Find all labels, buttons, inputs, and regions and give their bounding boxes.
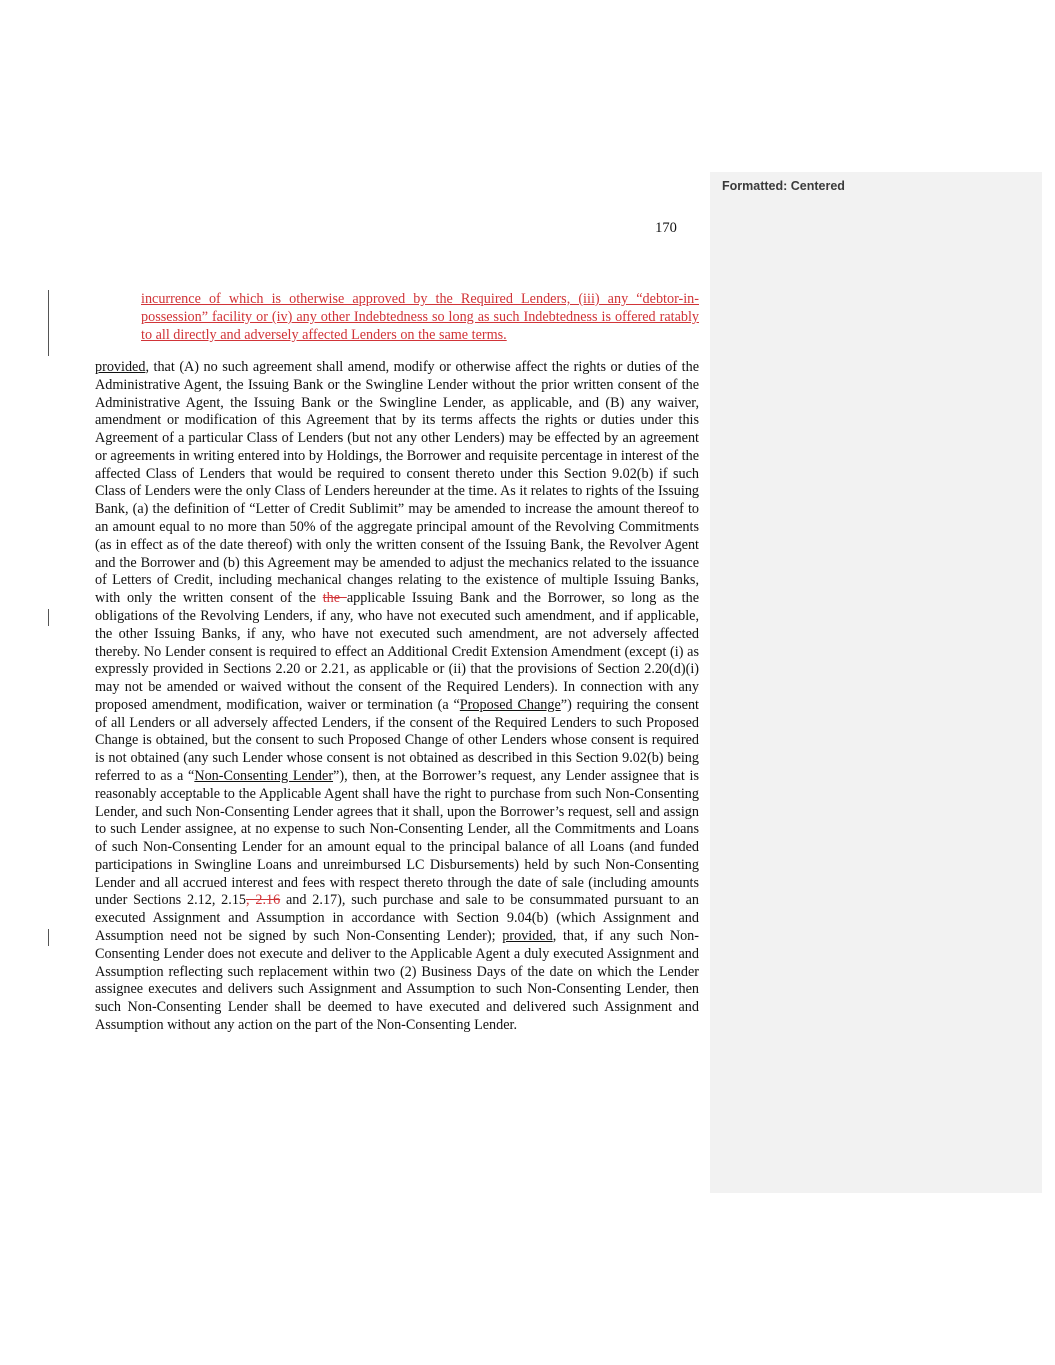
page-number: 170 <box>655 220 677 236</box>
body-text-run: , that, if any such Non-Consenting Lender does not execute and deliver to the Applicable Agent a duly executed Assignment and Assumption reflecting such replacement within two (2) Business Days of the date on which the Lender assignee executes and delivers such Assignment and Assumption to such Non-Consenting Lender, then such Non-Consenting Lender shall be deemed to have executed and delivered such Assignment and Assumption without any action on the part of the Non-Consenting Lender. <box>95 928 700 1033</box>
inserted-clause: incurrence of which is otherwise approved by the Required Lenders, (iii) any “debtor-in-possession” facility or (iv) any other Indebtedness so long as such Indebtedness is offered ratably to all directly and adversely affected Lenders on the same terms. <box>141 291 699 343</box>
change-bar <box>48 290 49 356</box>
body-text-run: applicable Issuing Bank and the Borrower, so long as the obligations of the Revolving Lenders, if any, who have not executed such amendment, and if applicable, the other Issuing Banks, if any, who have not executed such amendment, are not adversely affected thereby. No Lender consent is required to effect an Additional Credit Extension Amendment (except (i) as expressly provided in Sections 2.20 or 2.21, as applicable or (ii) that the provisions of Section 2.20(d)(i) may not be amended or waived without the consent of the Required Lenders). In connection with any proposed amendment, modification, waiver or termination (a “ <box>95 590 699 713</box>
body-text-run: and 2.17), such purchase and sale to be consummated pursuant to an executed Assignment and Assumption in accordance with Section 9.04(b) (which Assignment and Assumption need not be signed by such Non-Consenting Lender); <box>95 892 699 944</box>
provided-term: provided <box>502 928 553 944</box>
defined-term-non-consenting-lender: Non-Consenting Lender <box>194 767 334 784</box>
deleted-text: the <box>322 590 347 607</box>
comment-balloon-formatting[interactable]: Formatted: Centered <box>722 179 845 193</box>
deleted-text: , 2.16 <box>246 892 281 909</box>
defined-term-proposed-change: Proposed Change <box>459 696 561 713</box>
body-text-run: ”), then, at the Borrower’s request, any Lender assignee that is reasonably acceptable to the Applicable Agent shall have the right to purchase from such Non-Consenting Lender, and such Non-Consenting Lender agrees that it shall, upon the Borrower’s request, sell and assign to such Lender assignee, at no expense to such Non-Consenting Lender, all the Commitments and Loans of such Non-Consenting Lender for an amount equal to the principal balance of all Loans (and funded participations in Swingline Loans and unreimbursed LC Disbursements) held by such Non-Consenting Lender and all accrued interest and fees with respect thereto through the date of sale (including amounts under Sections 2.12, 2.15 <box>95 767 699 909</box>
body-paragraph <box>95 359 699 1035</box>
comment-pane <box>710 172 1042 1193</box>
change-bar <box>48 929 49 946</box>
body-text-run: , that (A) no such agreement shall amend, modify or otherwise affect the rights or duties of the Administrative Agent, the Issuing Bank or the Swingline Lender without the prior written consent of the Administrative Agent, the Issuing Bank or the Swingline Lender, as applicable, and (B) any waiver, amendment or modification of this Agreement that by its terms affects the rights or duties under this Agreement of a particular Class of Lenders (but not any other Lenders) may be effected by an agreement or agreements in writing entered into by Holdings, the Borrower and requisite percentage in interest of the affected Class of Lenders that would be required to consent thereto under this Section 9.02(b) if such Class of Lenders were the only Class of Lenders hereunder at the time. As it relates to rights of the Issuing Bank, (a) the definition of “Letter of Credit Sublimit” may be amended to increase the amount thereof to an amount equal to no more than 50% of the aggregate principal amount of the Revolving Commitments (as in effect as of the date thereof) with only the written consent of the Issuing Bank, the Revolver Agent and the Borrower and (b) this Agreement may be amended to adjust the mechanics related to the issuance of Letters of Credit, including mechanical changes relating to the existence of multiple Issuing Banks, with only the written consent of the <box>95 359 700 607</box>
change-bar <box>48 609 49 626</box>
body-text-run: ”) requiring the consent of all Lenders or all adversely affected Lenders, if the consent of the Required Lenders to such Proposed Change is obtained, but the consent to such Proposed Change of other Lenders whose consent is required is not obtained (any such Lender whose consent is not obtained as described in this Section 9.02(b) being referred to as a “ <box>95 696 699 784</box>
provided-term: provided <box>95 359 146 375</box>
